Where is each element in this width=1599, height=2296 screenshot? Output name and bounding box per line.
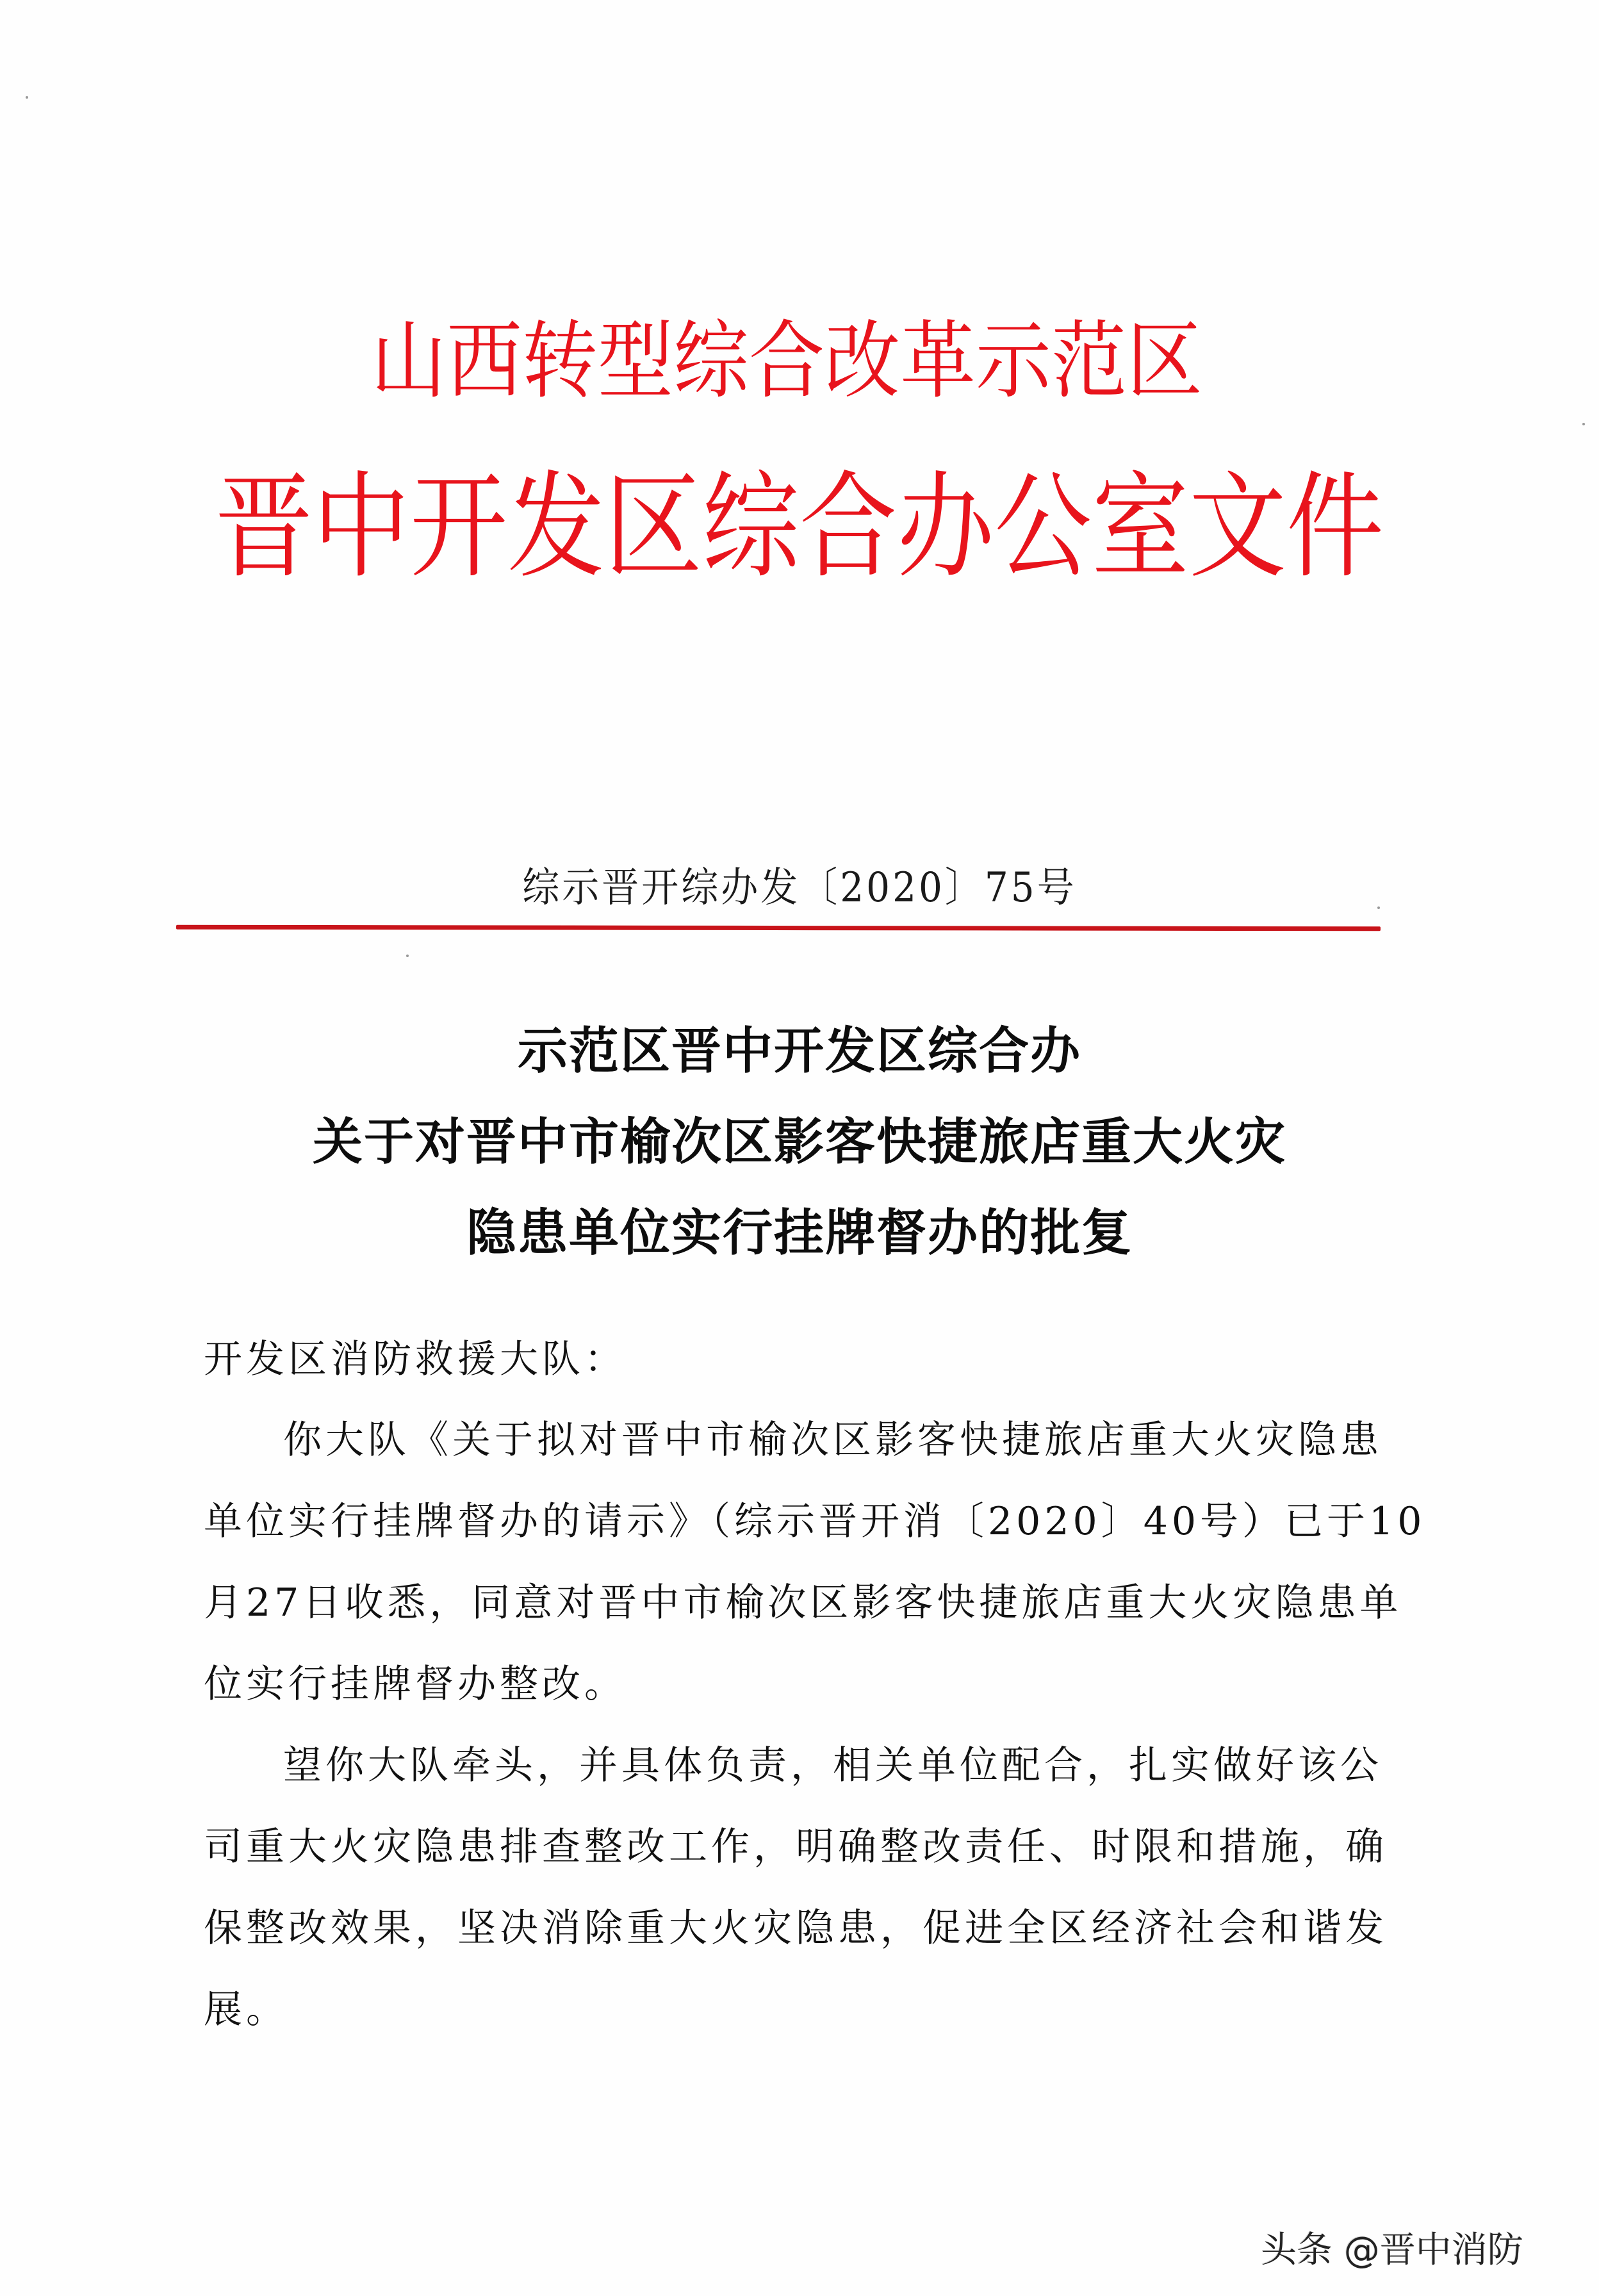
body-line: 位实行挂牌督办整改。 bbox=[204, 1662, 627, 1707]
scan-speck bbox=[406, 955, 409, 957]
red-divider-rule bbox=[176, 925, 1381, 931]
salutation: 开发区消防救援大队： bbox=[204, 1337, 627, 1382]
scan-speck bbox=[1582, 423, 1585, 425]
body-line: 单位实行挂牌督办的请示》（综示晋开消〔2020〕40号）已于10 bbox=[204, 1499, 1426, 1544]
source-watermark: 头条 @晋中消防 bbox=[1261, 2229, 1523, 2271]
document-body bbox=[204, 1334, 1426, 2065]
body-line: 你大队《关于拟对晋中市榆次区影客快捷旅店重大火灾隐患 bbox=[283, 1418, 1382, 1463]
body-line: 司重大火灾隐患排查整改工作，明确整改责任、时限和措施，确 bbox=[204, 1824, 1388, 1869]
body-line: 展。 bbox=[204, 1987, 288, 2032]
title-line: 关于对晋中市榆次区影客快捷旅店重大火灾 bbox=[312, 1113, 1286, 1171]
scan-speck bbox=[26, 96, 28, 99]
document-type-header: 晋中开发区综合办公室文件 bbox=[215, 459, 1384, 594]
document-title bbox=[0, 1006, 1599, 1279]
body-line: 月27日收悉，同意对晋中市榆次区影客快捷旅店重大火灾隐患单 bbox=[204, 1580, 1402, 1625]
body-line: 望你大队牵头，并具体负责，相关单位配合，扎实做好该公 bbox=[283, 1743, 1382, 1788]
paragraph-2 bbox=[204, 1740, 1408, 2035]
title-line: 隐患单位实行挂牌督办的批复 bbox=[466, 1204, 1133, 1262]
body-line: 保整改效果，坚决消除重大火灾隐患，促进全区经济社会和谐发 bbox=[204, 1906, 1388, 1951]
scan-speck bbox=[1377, 906, 1380, 909]
title-line: 示范区晋中开发区综合办 bbox=[517, 1022, 1081, 1080]
issuing-authority-header: 山西转型综合改革示范区 bbox=[370, 311, 1202, 411]
document-number: 综示晋开综办发〔2020〕75号 bbox=[522, 863, 1077, 912]
paragraph-1 bbox=[204, 1414, 1426, 1710]
